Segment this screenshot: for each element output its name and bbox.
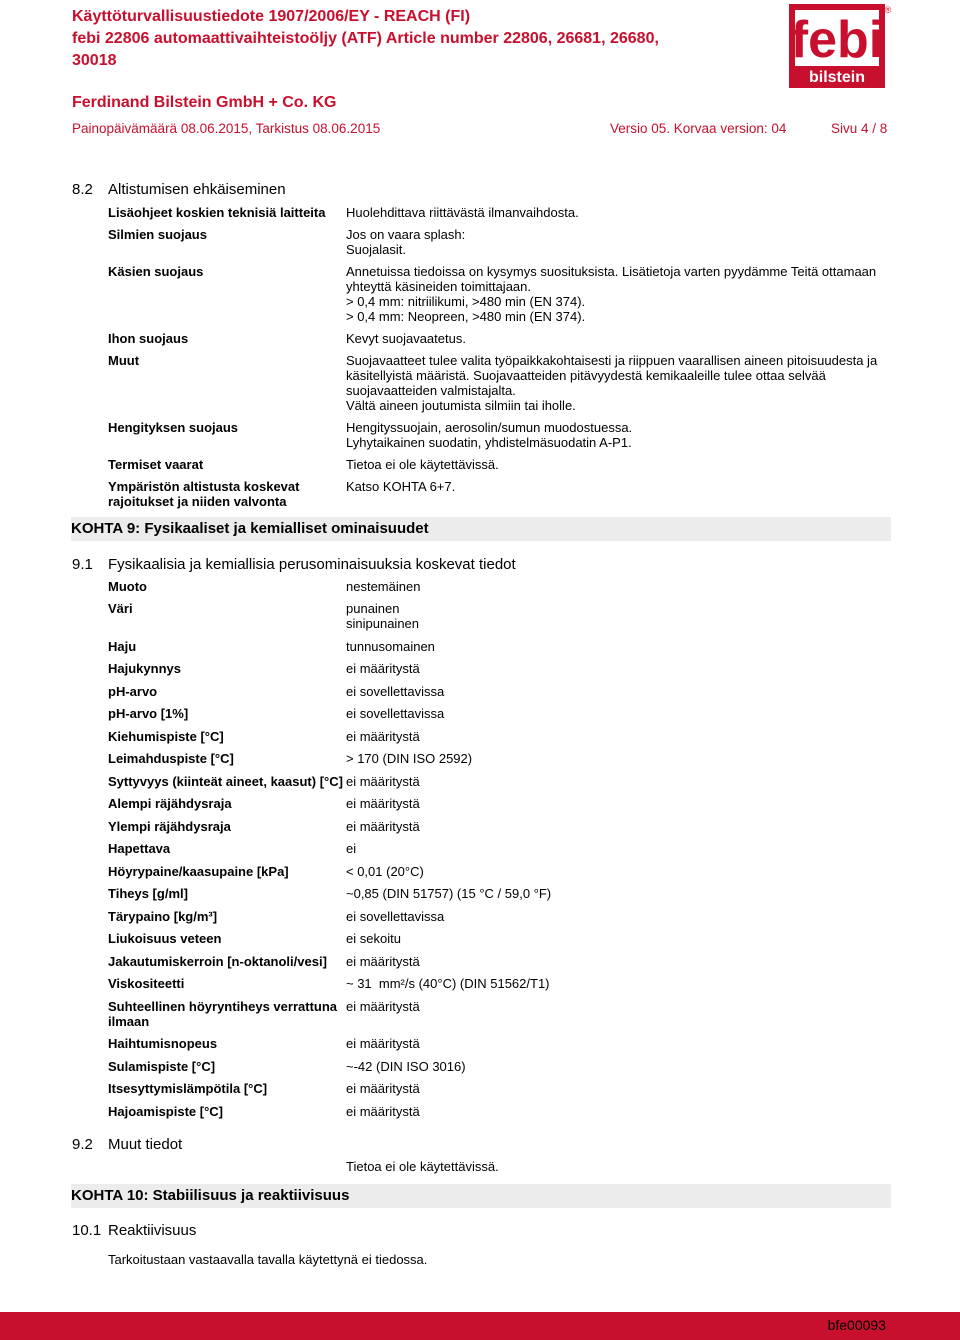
label-other: Muut xyxy=(108,353,140,368)
property-value: ei sovellettavissa xyxy=(346,909,445,924)
property-label: Muoto xyxy=(108,579,147,594)
property-value: < 0,01 (20°C) xyxy=(346,864,424,879)
property-value: ei määritystä xyxy=(346,954,420,969)
label-skin-protection: Ihon suojaus xyxy=(108,331,189,346)
property-value: ei määritystä xyxy=(346,661,420,676)
property-label: Suhteellinen höyryntiheys verrattuna ilmaan xyxy=(108,999,338,1029)
value-other: Suojavaatteet tulee valita työpaikkakohtaisesti ja riippuen vaarallisen aineen pitoisuudesta ja käsitellyistä määristä. Suojavaatteiden pitävyydestä kemikaaleille tulee ottaa selvää suojavaatteiden valmistajalta. Vältä aineen joutumista silmiin tai iholle. xyxy=(346,353,878,413)
section-9-bar: KOHTA 9: Fysikaaliset ja kemialliset ominaisuudet xyxy=(71,517,891,541)
section-10-1-value: Tarkoitustaan vastaavalla tavalla käytettynä ei tiedossa. xyxy=(108,1252,428,1267)
section-8-2-heading: Altistumisen ehkäiseminen xyxy=(108,181,286,198)
value-respiratory-protection: Hengityssuojain, aerosolin/sumun muodostuessa. Lyhytaikainen suodatin, yhdistelmäsuodatin A-P1. xyxy=(346,420,633,450)
value-technical-measures: Huolehdittava riittävästä ilmanvaihdosta. xyxy=(346,205,579,220)
label-environmental-exposure: Ympäristön altistusta koskevat rajoitukset ja niiden valvonta xyxy=(108,479,300,509)
property-label: Liukoisuus veteen xyxy=(108,931,222,946)
febi-bilstein-logo xyxy=(785,2,895,92)
property-label: Kiehumispiste [°C] xyxy=(108,729,224,744)
section-9-2-heading: Muut tiedot xyxy=(108,1136,183,1153)
version-info: Versio 05. Korvaa version: 04 xyxy=(610,121,787,136)
property-label: Höyrypaine/kaasupaine [kPa] xyxy=(108,864,289,879)
property-label: Tiheys [g/ml] xyxy=(108,886,188,901)
property-value: ei sekoitu xyxy=(346,931,401,946)
page-number: Sivu 4 / 8 xyxy=(831,121,888,136)
property-label: Ylempi räjähdysraja xyxy=(108,819,231,834)
property-value: ~ 31 mm²/s (40°C) (DIN 51562/T1) xyxy=(346,976,550,991)
company-name: Ferdinand Bilstein GmbH + Co. KG xyxy=(72,94,337,111)
property-value: ei xyxy=(346,841,357,856)
property-value: ei määritystä xyxy=(346,796,420,811)
logo-text-bilstein: bilstein xyxy=(808,69,866,86)
property-label: Hajukynnys xyxy=(108,661,181,676)
value-thermal-hazards: Tietoa ei ole käytettävissä. xyxy=(346,457,499,472)
label-respiratory-protection: Hengityksen suojaus xyxy=(108,420,239,435)
label-thermal-hazards: Termiset vaarat xyxy=(108,457,204,472)
logo-registered-mark: ® xyxy=(884,5,892,15)
property-label: Väri xyxy=(108,601,133,616)
property-value: ei määritystä xyxy=(346,819,420,834)
property-label: Hajoamispiste [°C] xyxy=(108,1104,224,1119)
property-value: ei sovellettavissa xyxy=(346,706,445,721)
document-title xyxy=(72,6,752,72)
footer-code: bfe00093 xyxy=(827,1317,886,1333)
property-label: Tärypaino [kg/m³] xyxy=(108,909,218,924)
value-hand-protection: Annetuissa tiedoissa on kysymys suosituksista. Lisätietoja varten pyydämme Teitä ottamaan yhteyttä käsineiden toimittajaan. > 0,4 mm: nitriilikumi, >480 min (EN 374). > 0,4 mm: Neopreen, >480 min (EN 374). xyxy=(346,264,877,324)
value-skin-protection: Kevyt suojavaatetus. xyxy=(346,331,466,346)
property-value: tunnusomainen xyxy=(346,639,435,654)
section-10-1-heading: Reaktiivisuus xyxy=(108,1222,197,1239)
property-label: Jakautumiskerroin [n-oktanoli/vesi] xyxy=(108,954,327,969)
property-label: Hapettava xyxy=(108,841,171,856)
property-label: Alempi räjähdysraja xyxy=(108,796,232,811)
title-line-1: Käyttöturvallisuustiedote 1907/2006/EY - REACH (FI) xyxy=(72,8,471,25)
section-9-2-number: 9.2 xyxy=(72,1136,93,1153)
section-8-2-number: 8.2 xyxy=(72,181,93,198)
section-10-1-number: 10.1 xyxy=(72,1222,102,1239)
property-value: ~0,85 (DIN 51757) (15 °C / 59,0 °F) xyxy=(346,886,552,901)
property-value: punainen sinipunainen xyxy=(346,601,420,631)
property-label: Haihtumisnopeus xyxy=(108,1036,218,1051)
section-9-1-heading: Fysikaalisia ja kemiallisia perusominaisuuksia koskevat tiedot xyxy=(108,556,516,573)
property-value: ei määritystä xyxy=(346,774,420,789)
property-value: > 170 (DIN ISO 2592) xyxy=(346,751,473,766)
property-label: pH-arvo xyxy=(108,684,158,699)
print-date: Painopäivämäärä 08.06.2015, Tarkistus 08.06.2015 xyxy=(72,121,381,136)
property-value: ei määritystä xyxy=(346,729,420,744)
value-eye-protection: Jos on vaara splash: Suojalasit. xyxy=(346,227,466,257)
label-hand-protection: Käsien suojaus xyxy=(108,264,204,279)
property-label: Sulamispiste [°C] xyxy=(108,1059,216,1074)
footer-bar xyxy=(0,1312,960,1340)
property-label: pH-arvo [1%] xyxy=(108,706,189,721)
property-value: ei sovellettavissa xyxy=(346,684,445,699)
property-label: Haju xyxy=(108,639,137,654)
property-label: Itsesyttymislämpötila [°C] xyxy=(108,1081,268,1096)
property-value: ei määritystä xyxy=(346,999,420,1014)
label-eye-protection: Silmien suojaus xyxy=(108,227,207,242)
property-value: ei määritystä xyxy=(346,1104,420,1119)
property-value: ei määritystä xyxy=(346,1036,420,1051)
property-value: ~-42 (DIN ISO 3016) xyxy=(346,1059,466,1074)
title-line-3: 30018 xyxy=(72,52,117,69)
property-label: Syttyvyys (kiinteät aineet, kaasut) [°C] xyxy=(108,774,343,789)
value-environmental-exposure: Katso KOHTA 6+7. xyxy=(346,479,456,494)
label-technical-measures: Lisäohjeet koskien teknisiä laitteita xyxy=(108,205,326,220)
section-9-2-value: Tietoa ei ole käytettävissä. xyxy=(346,1159,499,1174)
logo-text-febi: febi xyxy=(790,11,884,69)
section-10-bar: KOHTA 10: Stabiilisuus ja reaktiivisuus xyxy=(71,1184,891,1208)
section-9-1-number: 9.1 xyxy=(72,556,93,573)
title-line-2: febi 22806 automaattivaihteistoöljy (ATF) Article number 22806, 26681, 26680, xyxy=(72,30,659,47)
property-value: nestemäinen xyxy=(346,579,421,594)
property-value: ei määritystä xyxy=(346,1081,420,1096)
property-label: Viskositeetti xyxy=(108,976,185,991)
property-label: Leimahduspiste [°C] xyxy=(108,751,234,766)
